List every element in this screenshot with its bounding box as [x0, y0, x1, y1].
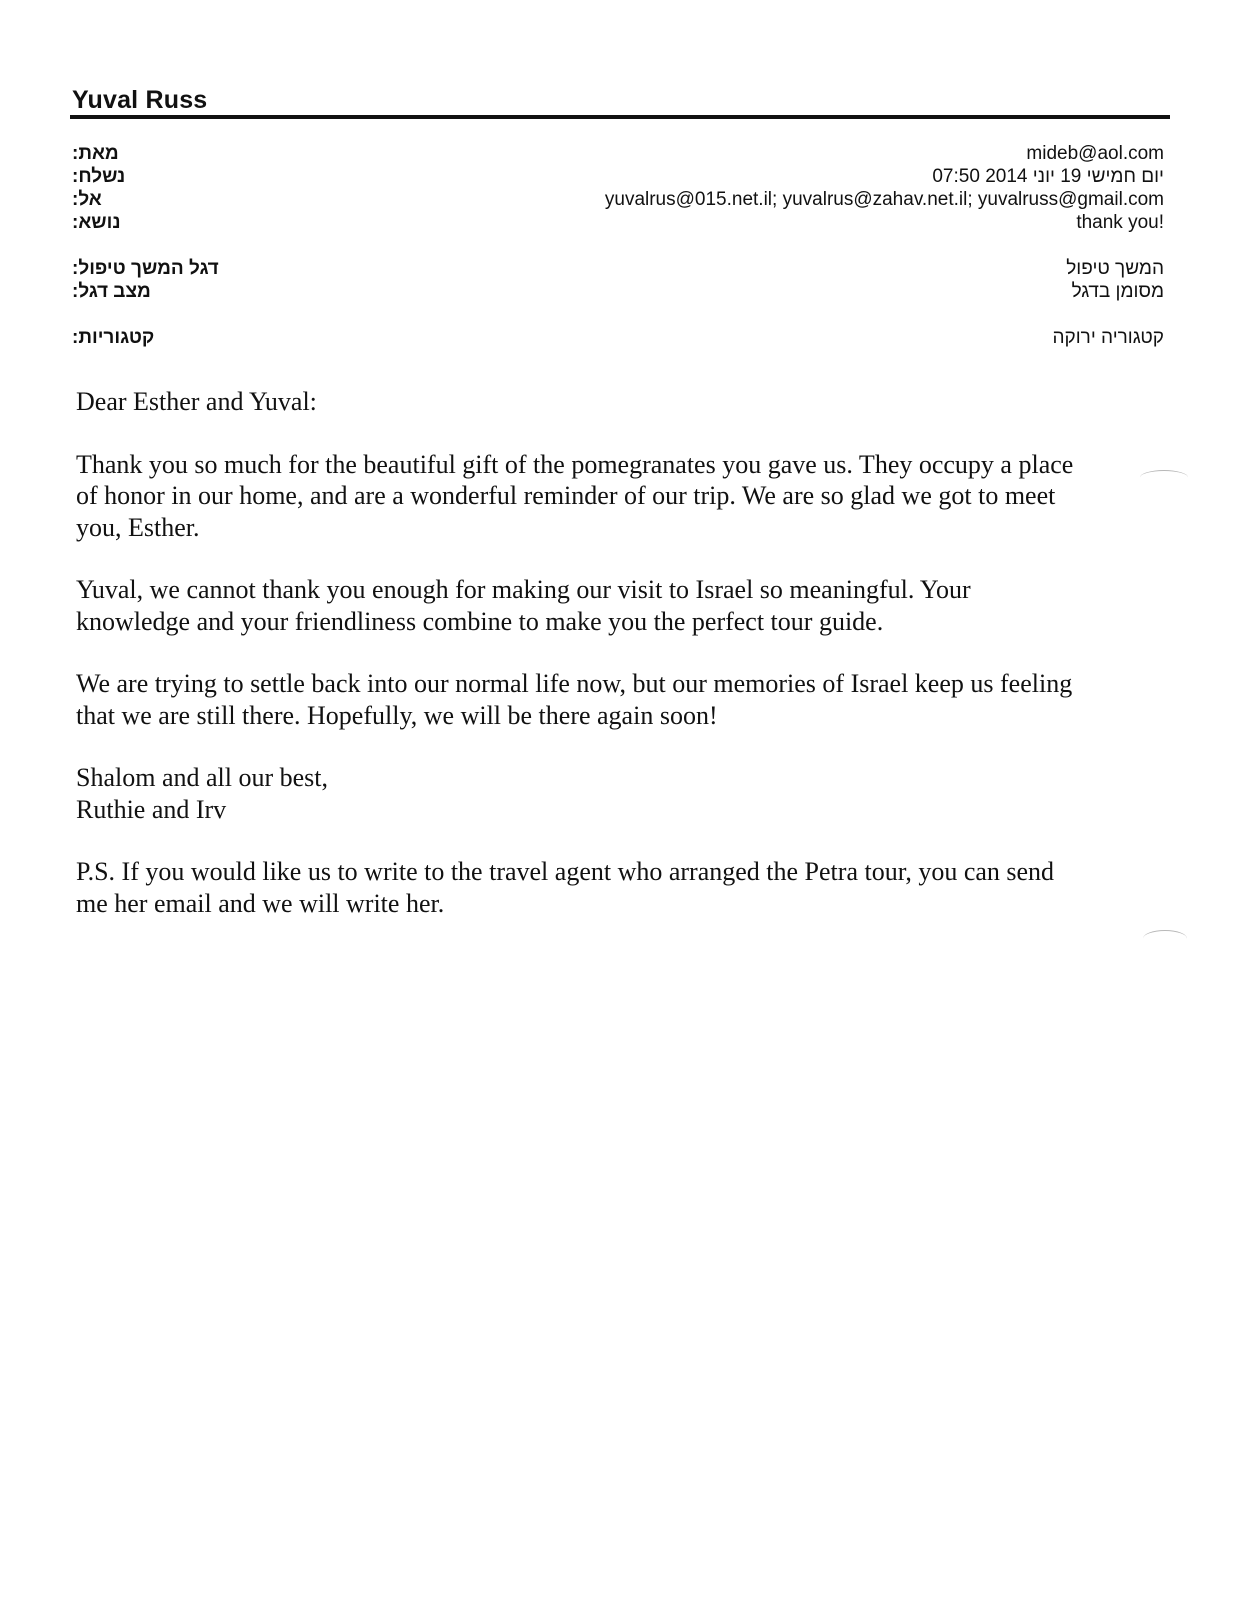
scan-artifact	[1143, 930, 1187, 947]
from-label: מאת:	[72, 143, 119, 164]
header-spacer	[344, 303, 1164, 326]
paragraph-tour-guide	[76, 574, 1186, 637]
scan-artifact	[1140, 470, 1188, 485]
to-label: אל:	[72, 189, 102, 210]
email-header-labels	[72, 142, 332, 349]
text-line: Thank you so much for the beautiful gift of the pomegranates you gave us. They occupy a place	[76, 449, 1074, 479]
header-spacer	[72, 234, 332, 257]
sent-label: נשלח:	[72, 166, 126, 187]
flag-status-value: מסומן בדגל	[1071, 281, 1164, 302]
text-line: me her email and we will write her.	[76, 888, 445, 918]
sign-off	[76, 762, 1186, 825]
subject-value: thank you!	[1076, 212, 1164, 233]
greeting-line: Dear Esther and Yuval:	[76, 387, 317, 416]
paragraph-thanks	[76, 449, 1186, 544]
header-divider	[70, 115, 1170, 119]
closing-line: Shalom and all our best,	[76, 763, 329, 792]
signature-line: Ruthie and Irv	[76, 794, 227, 824]
text-line: you, Esther.	[76, 512, 200, 542]
from-value: mideb@aol.com	[1026, 143, 1164, 164]
greeting	[76, 386, 1186, 418]
text-line: of honor in our home, and are a wonderful reminder of our trip. We are so glad we got to meet	[76, 481, 1056, 510]
header-spacer	[72, 303, 332, 326]
categories-value: קטגוריה ירוקה	[1052, 327, 1164, 348]
follow-up-flag-value: המשך טיפול	[1066, 258, 1164, 279]
categories-label: קטגוריות:	[72, 327, 155, 348]
to-value: yuvalrus@015.net.il; yuvalrus@zahav.net.il; yuvalruss@gmail.com	[604, 189, 1164, 210]
text-line: Yuval, we cannot thank you enough for making our visit to Israel so meaningful. Your	[76, 575, 971, 604]
text-line: knowledge and your friendliness combine to make you the perfect tour guide.	[76, 606, 884, 636]
text-line: that we are still there. Hopefully, we will be there again soon!	[76, 700, 718, 730]
email-header-values	[344, 142, 1164, 349]
sent-value: יום חמישי 19 יוני 2014 07:50	[932, 166, 1164, 187]
letter-body	[76, 386, 1186, 950]
header-spacer	[344, 234, 1164, 257]
subject-label: נושא:	[72, 212, 121, 233]
follow-up-flag-label: דגל המשך טיפול:	[72, 258, 219, 279]
postscript	[76, 856, 1186, 919]
mailbox-owner-name: Yuval Russ	[72, 86, 208, 114]
paragraph-memories	[76, 668, 1186, 731]
flag-status-label: מצב דגל:	[72, 281, 151, 302]
text-line: P.S. If you would like us to write to the travel agent who arranged the Petra tour, you can send	[76, 857, 1055, 886]
text-line: We are trying to settle back into our normal life now, but our memories of Israel keep us feeling	[76, 669, 1073, 698]
